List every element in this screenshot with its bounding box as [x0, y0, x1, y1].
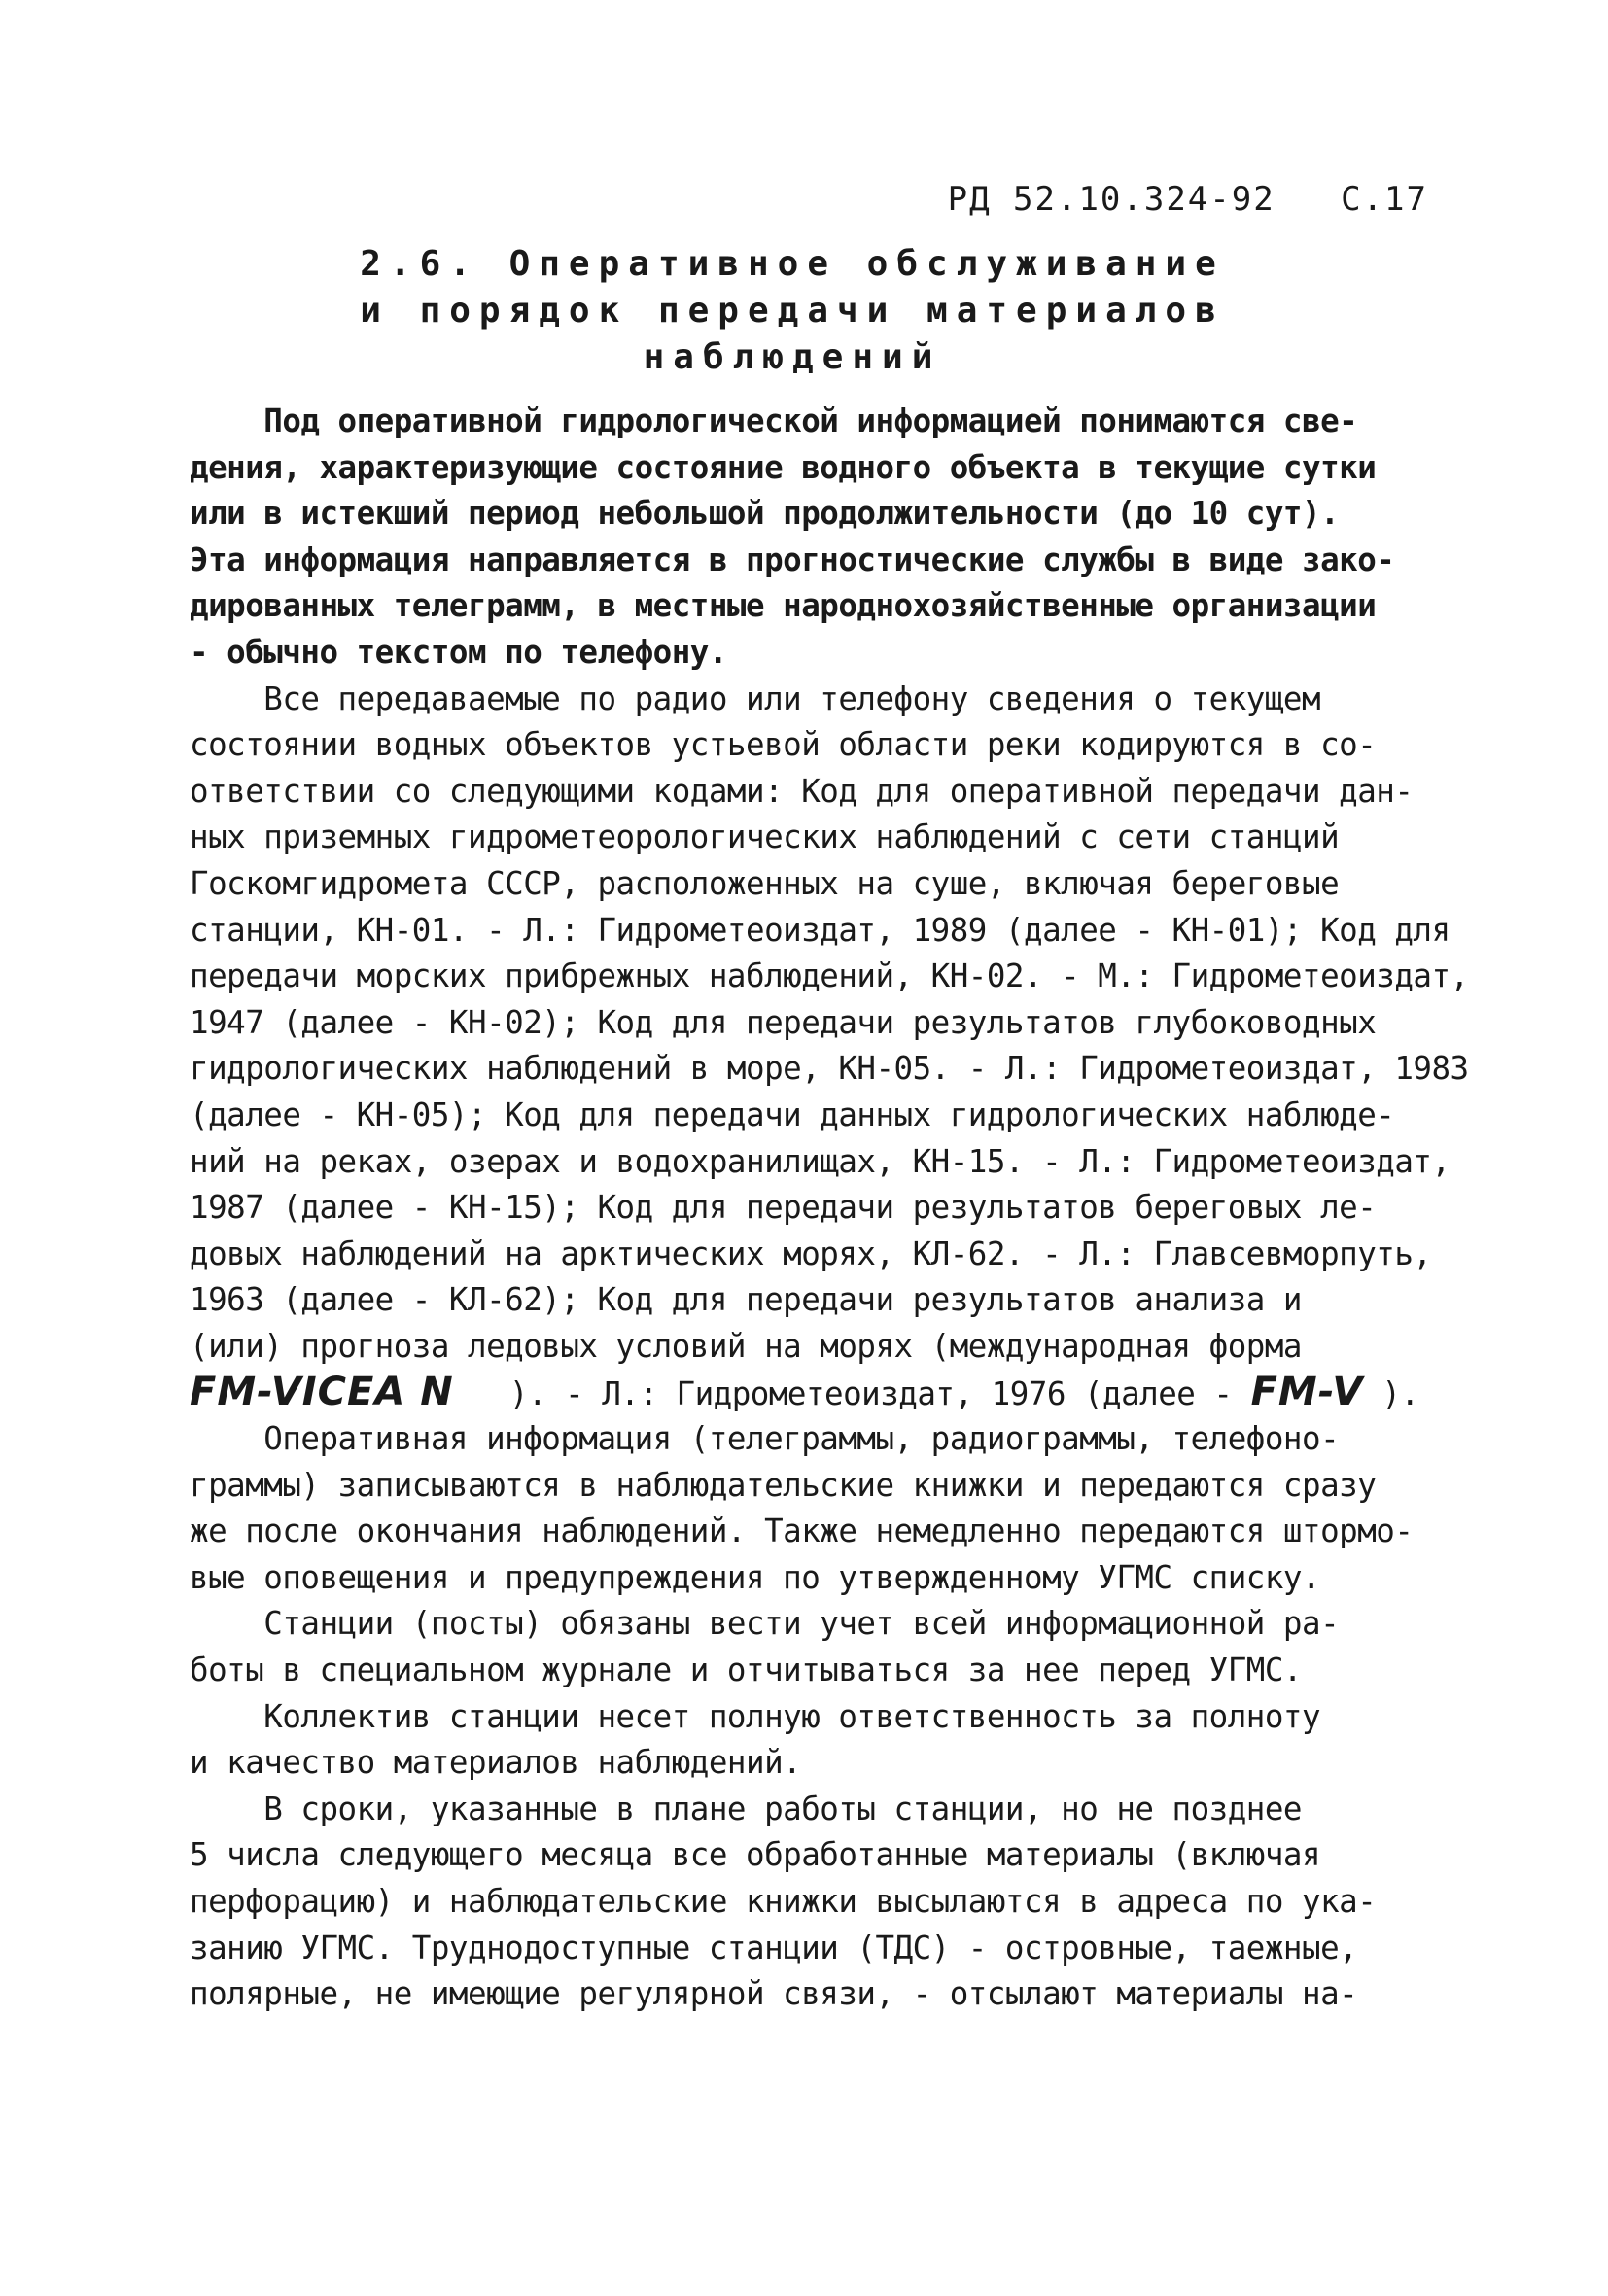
text-line: граммы) записываются в наблюдательские книжки и передаются сразу [190, 1466, 1377, 1504]
text-line: ных приземных гидрометеорологических наблюдений с сети станций [190, 818, 1340, 856]
text-line: Коллектив станции несет полную ответственность за полноту [190, 1697, 1321, 1735]
text-line: Станции (посты) обязаны вести учет всей информационной ра- [190, 1605, 1340, 1643]
text-line: дения, характеризующие состояние водного объекта в текущие сутки [190, 448, 1377, 486]
handwritten-abbreviation: FM-V [1250, 1370, 1364, 1415]
handwritten-code: FM-VICEA N [190, 1370, 454, 1415]
text-line: В сроки, указанные в плане работы станции, но не позднее [190, 1790, 1302, 1827]
page-number: С.17 [1341, 180, 1428, 219]
document-number: РД 52.10.324-92 [947, 180, 1276, 219]
body-text [190, 399, 1492, 2018]
text-line: 1987 (далее - КН-15); Код для передачи результатов береговых ле- [190, 1189, 1377, 1227]
text-line: Эта информация направляется в прогностические службы в виде зако- [190, 540, 1395, 578]
section-title [190, 241, 1395, 381]
section-title-line-3: наблюдений [643, 337, 942, 377]
fm-code-line [190, 1370, 1492, 1416]
text-line: состоянии водных объектов устьевой области реки кодируются в со- [190, 726, 1377, 764]
section-title-line-2: и порядок передачи материалов [360, 291, 1225, 330]
text-line: ний на реках, озерах и водохранилищах, КН-15. - Л.: Гидрометеоиздат, [190, 1142, 1451, 1180]
text-line: и качество материалов наблюдений. [190, 1744, 802, 1782]
text-line: боты в специальном журнале и отчитываться за нее перед УГМС. [190, 1652, 1302, 1689]
text-line: Госкомгидромета СССР, расположенных на суше, включая береговые [190, 864, 1340, 902]
text-line: гидрологических наблюдений в море, КН-05. - Л.: Гидрометеоиздат, 1983 [190, 1050, 1469, 1088]
text-line: дированных телеграмм, в местные народнохозяйственные организации [190, 587, 1377, 625]
text-line: же после окончания наблюдений. Также немедленно передаются штормо- [190, 1513, 1414, 1550]
text-line: довых наблюдений на арктических морях, КЛ-62. - Л.: Главсевморпуть, [190, 1235, 1432, 1272]
fm-line-end: ). [1363, 1375, 1419, 1413]
text-line: 5 числа следующего месяца все обработанные материалы (включая [190, 1836, 1321, 1874]
text-line: - обычно текстом по телефону. [190, 633, 727, 671]
text-line: (далее - КН-05); Код для передачи данных гидрологических наблюде- [190, 1096, 1395, 1133]
text-line: занию УГМС. Труднодоступные станции (ТДС) - островные, таежные, [190, 1929, 1358, 1966]
text-line: (или) прогноза ледовых условий на морях (международная форма [190, 1327, 1302, 1365]
text-line: Оперативная информация (телеграммы, радиограммы, телефоно- [190, 1420, 1340, 1458]
text-line: перфорацию) и наблюдательские книжки высылаются в адреса по ука- [190, 1883, 1377, 1920]
text-line: 1947 (далее - КН-02); Код для передачи результатов глубоководных [190, 1003, 1377, 1041]
text-line: вые оповещения и предупреждения по утвержденному УГМС списку. [190, 1558, 1321, 1596]
text-line: Все передаваемые по радио или телефону сведения о текущем [190, 679, 1321, 717]
text-line: станции, КН-01. - Л.: Гидрометеоиздат, 1989 (далее - КН-01); Код для [190, 911, 1451, 949]
text-line: полярные, не имеющие регулярной связи, - отсылают материалы на- [190, 1975, 1358, 2013]
text-line: 1963 (далее - КЛ-62); Код для передачи результатов анализа и [190, 1281, 1302, 1319]
section-title-line-1: 2.6. Оперативное обслуживание [360, 244, 1225, 284]
text-line: ответствии со следующими кодами: Код для оперативной передачи дан- [190, 772, 1414, 810]
text-line: или в истекший период небольшой продолжительности (до 10 сут). [190, 495, 1340, 533]
fm-line-text: ). - Л.: Гидрометеоиздат, 1976 (далее - [453, 1375, 1251, 1413]
text-line: передачи морских прибрежных наблюдений, КН-02. - М.: Гидрометеоиздат, [190, 957, 1469, 995]
text-line: Под оперативной гидрологической информацией понимаются све- [190, 402, 1358, 439]
page-header [948, 180, 1428, 219]
